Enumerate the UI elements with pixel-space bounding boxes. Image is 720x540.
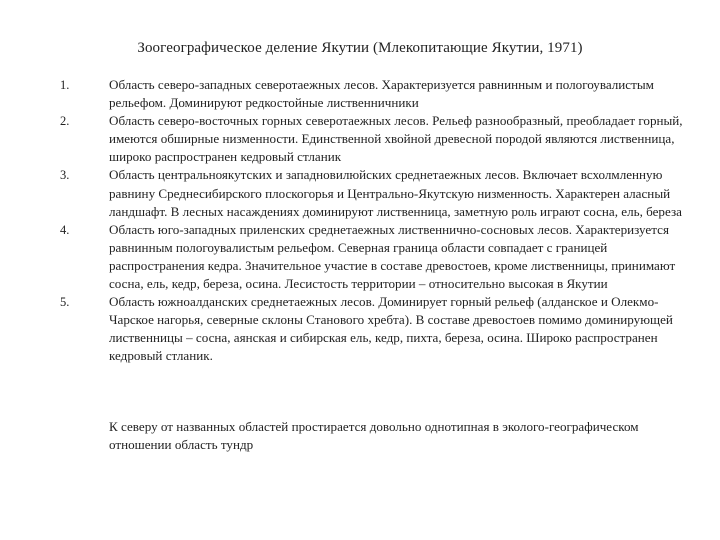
list-item-text: Область северо-западных северотаежных лесов. Характеризуется равнинным и пологоувалистым рельефом. Доминируют редкостойные лиственничники — [109, 77, 654, 111]
list-item-text: Область северо-восточных горных северотаежных лесов. Рельеф разнообразный, преобладает горный, имеются обширные низменности. Единственной хвойной древесной породой являются лиственница, широко распространен кедровый стланик — [109, 113, 683, 165]
list-item — [60, 293, 700, 365]
list-item — [60, 76, 700, 112]
regions-list — [60, 76, 700, 366]
list-item-number: 5. — [60, 295, 70, 310]
list-item — [60, 112, 700, 166]
list-item-text: Область центральноякутских и западновилюйских среднетаежных лесов. Включает всхолмленную равнину Среднесибирского плоскогорья и Центрально-Якутскую низменность. Характерен аласный ландшафт. В лесных насаждениях доминируют лиственница, заметную роль играют сосна, ель, береза — [109, 167, 682, 219]
list-item-number: 2. — [60, 114, 70, 129]
list-item — [60, 221, 700, 293]
list-item-number: 3. — [60, 168, 70, 183]
page-title: Зоогеографическое деление Якутии (Млекопитающие Якутии, 1971) — [137, 40, 583, 56]
list-item-text: Область юго-западных приленских среднетаежных лиственнично-сосновых лесов. Характеризуется равнинным пологоувалистым рельефом. Северная граница области совпадает с границей распространения кедра. Значительное участие в составе древостоев, кроме лиственницы, принимают сосна, ель, кедр, береза, осина. Лесистость территории – относительно высокая в Якутии — [109, 221, 676, 292]
list-item-number: 4. — [60, 222, 70, 237]
list-item-text: Область южноалданских среднетаежных лесов. Доминирует горный рельеф (алданское и Олекмо-Чарское нагорья, северные склоны Станового хребта). В составе древостоев помимо доминирующей лиственницы – сосна, аянская и сибирская ель, кедр, пихта, береза, осина. Широко распространен кедровый стланик. — [109, 294, 673, 364]
closing-paragraph: К северу от названных областей простирается довольно однотипная в эколого-географическом отношении область тундр — [109, 419, 639, 453]
list-item-number: 1. — [60, 78, 70, 92]
list-item — [60, 166, 700, 220]
